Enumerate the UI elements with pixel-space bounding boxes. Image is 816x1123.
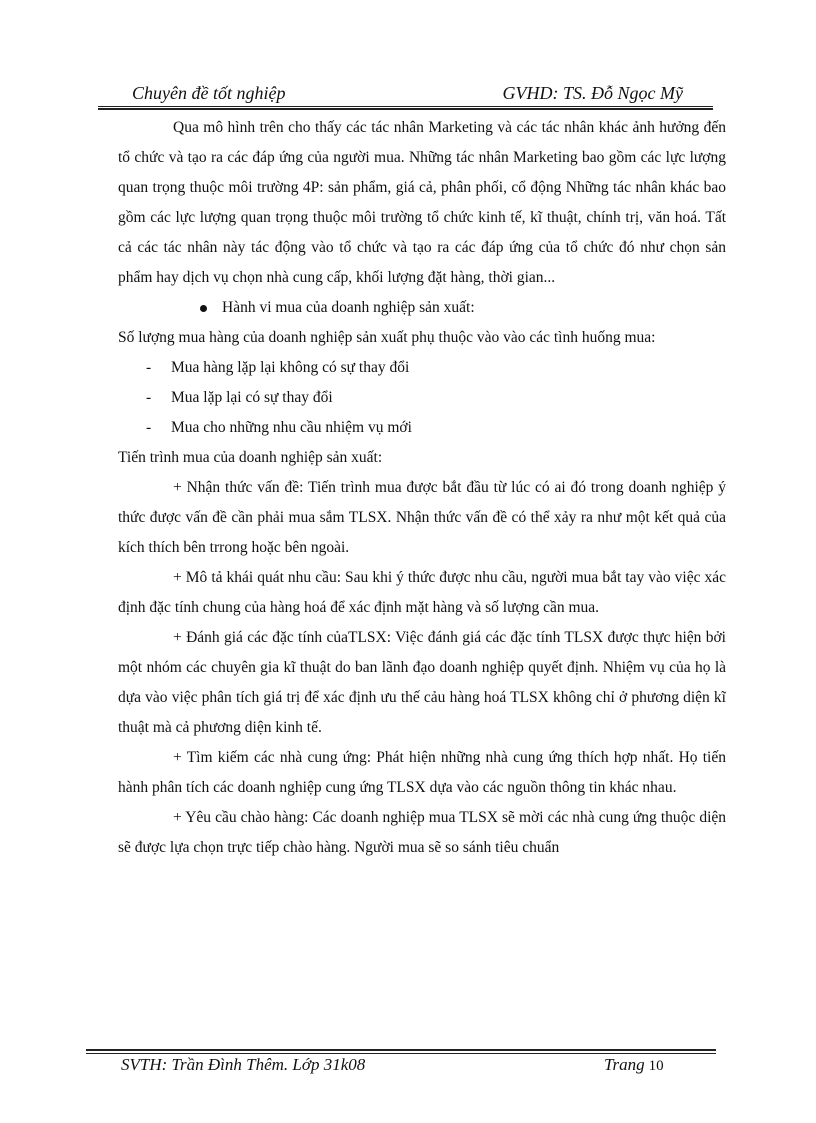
paragraph-marketing-model: Qua mô hình trên cho thấy các tác nhân Marketing và các tác nhân khác ảnh hưởng đến tổ chức và tạo ra các đáp ứng của người mua. Những tác nhân Marketing bao gồm các lực lượng quan trọng thuộc môi trường 4P: sản phẩm, giá cả, phân phối, cổ động Những tác nhân khác bao gồm các lực lượng quan trọng thuộc môi trường tổ chức kinh tế, kĩ thuật, chính trị, văn hoá. Tất cả các tác nhân này tác động vào tổ chức và tạo ra các đáp ứng của tổ chức đó như chọn sản phẩm hay dịch vụ chọn nhà cung cấp, khối lượng đặt hàng, thời gian...	[118, 119, 726, 286]
footer-page-indicator	[604, 1055, 664, 1075]
dash-list-item-text: Mua hàng lặp lại không có sự thay đổi	[171, 359, 410, 376]
header-supervisor: GVHD: TS. Đỗ Ngọc Mỹ	[502, 83, 683, 103]
paragraph-general-need-description: + Mô tả khái quát nhu cầu: Sau khi ý thức được nhu cầu, người mua bắt tay vào việc xác định đặc tính chung của hàng hoá để xác định mặt hàng và số lượng cần mua.	[118, 569, 726, 616]
header-document-title: Chuyên đề tốt nghiệp	[132, 83, 286, 103]
dash-mark: -	[146, 419, 152, 436]
paragraph-supplier-search: + Tìm kiếm các nhà cung ứng: Phát hiện những nhà cung ứng thích hợp nhất. Họ tiến hành phân tích các doanh nghiệp cung ứng TLSX dựa vào các nguồn thông tin khác nhau.	[118, 749, 726, 796]
page-footer	[86, 1055, 716, 1081]
dash-mark: -	[146, 359, 152, 376]
paragraph-problem-recognition: + Nhận thức vấn đề: Tiến trình mua được bắt đầu từ lúc có ai đó trong doanh nghiệp ý thức được vấn đề cần phải mua sắm TLSX. Nhận thức vấn đề có thể xảy ra như một kết quả của kích thích bên trrong hoặc bên ngoài.	[118, 479, 726, 556]
dash-mark: -	[146, 389, 152, 406]
bullet-item-text: Hành vi mua của doanh nghiệp sản xuất:	[222, 299, 475, 316]
paragraph-purchase-situations: Số lượng mua hàng của doanh nghiệp sản xuất phụ thuộc vào vào các tình huống mua:	[118, 329, 656, 346]
paragraph-product-specification: + Đánh giá các đặc tính củaTLSX: Việc đánh giá các đặc tính TLSX được thực hiện bởi một nhóm các chuyên gia kĩ thuật do ban lãnh đạo doanh nghiệp quyết định. Nhiệm vụ của họ là dựa vào việc phân tích giá trị để xác định ưu thế cảu hàng hoá TLSX không chỉ ở phương diện kĩ thuật mà cả phương diện kinh tế.	[118, 629, 726, 736]
dash-list-item-text: Mua lặp lại có sự thay đổi	[171, 389, 333, 406]
page-number: 10	[648, 1058, 664, 1074]
document-body	[118, 113, 726, 863]
dash-list-item-text: Mua cho những nhu cầu nhiệm vụ mới	[171, 419, 412, 436]
paragraph-purchase-process-heading: Tiến trình mua của doanh nghiệp sản xuất:	[118, 449, 383, 466]
header-rule	[98, 106, 713, 110]
page-label: Trang	[604, 1055, 645, 1074]
paragraph-proposal-solicitation: + Yêu cầu chào hàng: Các doanh nghiệp mua TLSX sẽ mời các nhà cung ứng thuộc diện sẽ được lựa chọn trực tiếp chào hàng. Người mua sẽ so sánh tiêu chuẩn	[118, 809, 726, 856]
dash-list-item	[118, 413, 726, 443]
footer-rule	[86, 1049, 716, 1054]
footer-student-info: SVTH: Trần Đình Thêm. Lớp 31k08	[121, 1055, 366, 1074]
page-header	[98, 80, 713, 106]
dash-list-item	[118, 353, 726, 383]
bullet-item	[118, 293, 726, 323]
bullet-dot-icon	[200, 305, 207, 312]
dash-list-item	[118, 383, 726, 413]
